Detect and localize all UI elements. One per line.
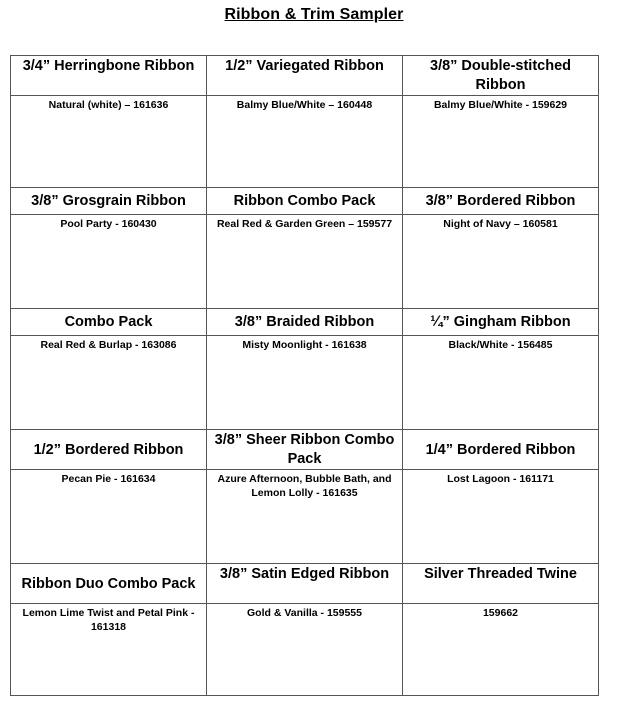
ribbon-detail-cell: Lost Lagoon - 161171: [403, 470, 599, 564]
ribbon-detail-cell: Pecan Pie - 161634: [11, 470, 207, 564]
table-row: [11, 470, 599, 564]
ribbon-detail-cell: Natural (white) – 161636: [11, 96, 207, 188]
ribbon-name-cell: 3/4” Herringbone Ribbon: [11, 56, 207, 96]
ribbon-detail-cell: Gold & Vanilla - 159555: [207, 604, 403, 696]
page-title: Ribbon & Trim Sampler: [224, 6, 404, 23]
ribbon-name-cell: 3/8” Grosgrain Ribbon: [11, 188, 207, 215]
table-row: [11, 604, 599, 696]
ribbon-detail-cell: 159662: [403, 604, 599, 696]
ribbon-detail-cell: Lemon Lime Twist and Petal Pink - 161318: [11, 604, 207, 696]
ribbon-name-cell: 1/2” Variegated Ribbon: [207, 56, 403, 96]
table-row: [11, 56, 599, 96]
sampler-table: [10, 55, 599, 696]
ribbon-name-cell: Ribbon Duo Combo Pack: [11, 564, 207, 604]
ribbon-name-cell: 3/8” Sheer Ribbon Combo Pack: [207, 430, 403, 470]
ribbon-detail-cell: Balmy Blue/White - 159629: [403, 96, 599, 188]
table-row: [11, 215, 599, 309]
ribbon-name-cell: 1/2” Bordered Ribbon: [11, 430, 207, 470]
table-row: [11, 96, 599, 188]
ribbon-detail-cell: Azure Afternoon, Bubble Bath, and Lemon Lolly - 161635: [207, 470, 403, 564]
ribbon-name-cell: 3/8” Double-stitched Ribbon: [403, 56, 599, 96]
ribbon-name-cell: 3/8” Braided Ribbon: [207, 309, 403, 336]
table-row: [11, 188, 599, 215]
table-row: [11, 336, 599, 430]
ribbon-detail-cell: Night of Navy – 160581: [403, 215, 599, 309]
ribbon-name-cell: 3/8” Satin Edged Ribbon: [207, 564, 403, 604]
ribbon-detail-cell: Pool Party - 160430: [11, 215, 207, 309]
table-row: [11, 564, 599, 604]
ribbon-name-cell: ¼” Gingham Ribbon: [403, 309, 599, 336]
ribbon-detail-cell: Balmy Blue/White – 160448: [207, 96, 403, 188]
ribbon-name-cell: Ribbon Combo Pack: [207, 188, 403, 215]
ribbon-detail-cell: Misty Moonlight - 161638: [207, 336, 403, 430]
ribbon-name-cell: 1/4” Bordered Ribbon: [403, 430, 599, 470]
ribbon-detail-cell: Real Red & Burlap - 163086: [11, 336, 207, 430]
ribbon-detail-cell: Real Red & Garden Green – 159577: [207, 215, 403, 309]
ribbon-name-cell: Silver Threaded Twine: [403, 564, 599, 604]
table-row: [11, 430, 599, 470]
table-row: [11, 309, 599, 336]
ribbon-name-cell: Combo Pack: [11, 309, 207, 336]
ribbon-name-cell: 3/8” Bordered Ribbon: [403, 188, 599, 215]
ribbon-detail-cell: Black/White - 156485: [403, 336, 599, 430]
